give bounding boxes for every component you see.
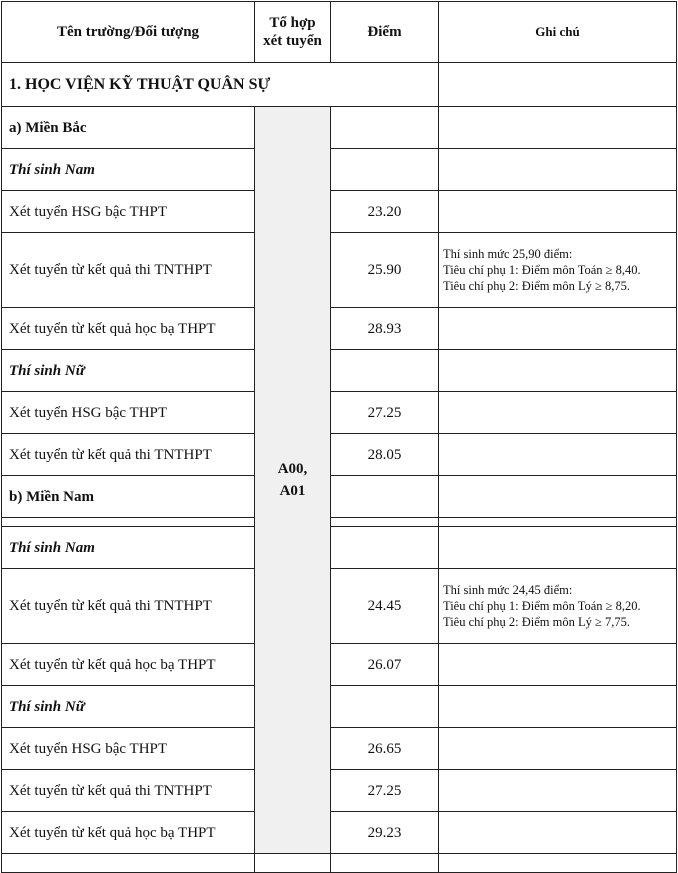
combo-cell <box>255 107 331 854</box>
empty-cell <box>2 854 255 873</box>
group-row <box>2 350 677 392</box>
note-cell <box>439 644 677 686</box>
group-row <box>2 149 677 191</box>
table-row <box>2 854 677 873</box>
row-label: Xét tuyển HSG bậc THPT <box>2 191 255 233</box>
header-note: Ghi chú <box>439 2 677 63</box>
empty-cell <box>255 854 331 873</box>
note-cell <box>439 476 677 518</box>
row-score: 27.25 <box>331 392 439 434</box>
table-header-row <box>2 2 677 63</box>
table-row <box>2 728 677 770</box>
note-line: Thí sinh mức 25,90 điểm: <box>443 247 573 261</box>
row-note <box>439 569 677 644</box>
header-school: Tên trường/Đối tượng <box>2 2 255 63</box>
note-cell <box>439 107 677 149</box>
table-row <box>2 191 677 233</box>
row-score: 29.23 <box>331 812 439 854</box>
spacer-cell <box>439 518 677 527</box>
row-label: Xét tuyển từ kết quả thi TNTHPT <box>2 770 255 812</box>
score-cell <box>331 350 439 392</box>
row-label: Xét tuyển HSG bậc THPT <box>2 728 255 770</box>
row-label: Xét tuyển từ kết quả thi TNTHPT <box>2 569 255 644</box>
group-label: Thí sinh Nam <box>2 149 255 191</box>
header-combo <box>255 2 331 63</box>
row-label: Xét tuyển từ kết quả học bạ THPT <box>2 812 255 854</box>
spacer-cell <box>331 518 439 527</box>
row-label: Xét tuyển HSG bậc THPT <box>2 392 255 434</box>
row-note <box>439 233 677 308</box>
note-cell <box>439 191 677 233</box>
note-cell <box>439 527 677 569</box>
note-cell <box>439 63 677 107</box>
note-line: Tiêu chí phụ 2: Điểm môn Lý ≥ 7,75. <box>443 615 630 629</box>
note-cell <box>439 392 677 434</box>
note-line: Thí sinh mức 24,45 điểm: <box>443 583 573 597</box>
note-cell <box>439 812 677 854</box>
school-name: 1. HỌC VIỆN KỸ THUẬT QUÂN SỰ <box>2 63 439 107</box>
spacer-row <box>2 518 677 527</box>
table-row <box>2 569 677 644</box>
school-row <box>2 63 677 107</box>
note-cell <box>439 728 677 770</box>
note-line: Tiêu chí phụ 2: Điểm môn Lý ≥ 8,75. <box>443 279 630 293</box>
note-cell <box>439 149 677 191</box>
group-label: Thí sinh Nữ <box>2 686 255 728</box>
row-score: 28.05 <box>331 434 439 476</box>
note-cell <box>439 686 677 728</box>
group-row <box>2 686 677 728</box>
combo-line1: A00, <box>277 461 308 477</box>
table-row <box>2 812 677 854</box>
header-combo-line1: Tổ hợp <box>269 15 316 31</box>
header-score: Điểm <box>331 2 439 63</box>
score-cell <box>331 476 439 518</box>
score-cell <box>331 149 439 191</box>
empty-cell <box>439 854 677 873</box>
table-row <box>2 770 677 812</box>
score-cell <box>331 107 439 149</box>
note-cell <box>439 308 677 350</box>
row-label: Xét tuyển từ kết quả học bạ THPT <box>2 308 255 350</box>
note-line: Tiêu chí phụ 1: Điểm môn Toán ≥ 8,20. <box>443 599 641 613</box>
row-label: Xét tuyển từ kết quả học bạ THPT <box>2 644 255 686</box>
row-score: 25.90 <box>331 233 439 308</box>
table-row <box>2 233 677 308</box>
group-label: Thí sinh Nam <box>2 527 255 569</box>
empty-cell <box>331 854 439 873</box>
region-row-north <box>2 107 677 149</box>
table-row <box>2 434 677 476</box>
region-title-south: b) Miền Nam <box>2 476 255 518</box>
row-score: 28.93 <box>331 308 439 350</box>
row-label: Xét tuyển từ kết quả thi TNTHPT <box>2 233 255 308</box>
note-line: Tiêu chí phụ 1: Điểm môn Toán ≥ 8,40. <box>443 263 641 277</box>
row-score: 24.45 <box>331 569 439 644</box>
region-title-north: a) Miền Bắc <box>2 107 255 149</box>
note-cell <box>439 350 677 392</box>
row-score: 26.65 <box>331 728 439 770</box>
note-cell <box>439 770 677 812</box>
admission-score-table <box>1 1 677 873</box>
row-label: Xét tuyển từ kết quả thi TNTHPT <box>2 434 255 476</box>
table-row <box>2 308 677 350</box>
region-row-south <box>2 476 677 518</box>
combo-line2: A01 <box>279 483 306 499</box>
spacer-cell <box>2 518 255 527</box>
header-combo-line2: xét tuyển <box>263 33 322 49</box>
score-cell <box>331 686 439 728</box>
table-row <box>2 644 677 686</box>
group-row <box>2 527 677 569</box>
row-score: 23.20 <box>331 191 439 233</box>
row-score: 26.07 <box>331 644 439 686</box>
row-score: 27.25 <box>331 770 439 812</box>
note-cell <box>439 434 677 476</box>
table-row <box>2 392 677 434</box>
group-label: Thí sinh Nữ <box>2 350 255 392</box>
score-cell <box>331 527 439 569</box>
